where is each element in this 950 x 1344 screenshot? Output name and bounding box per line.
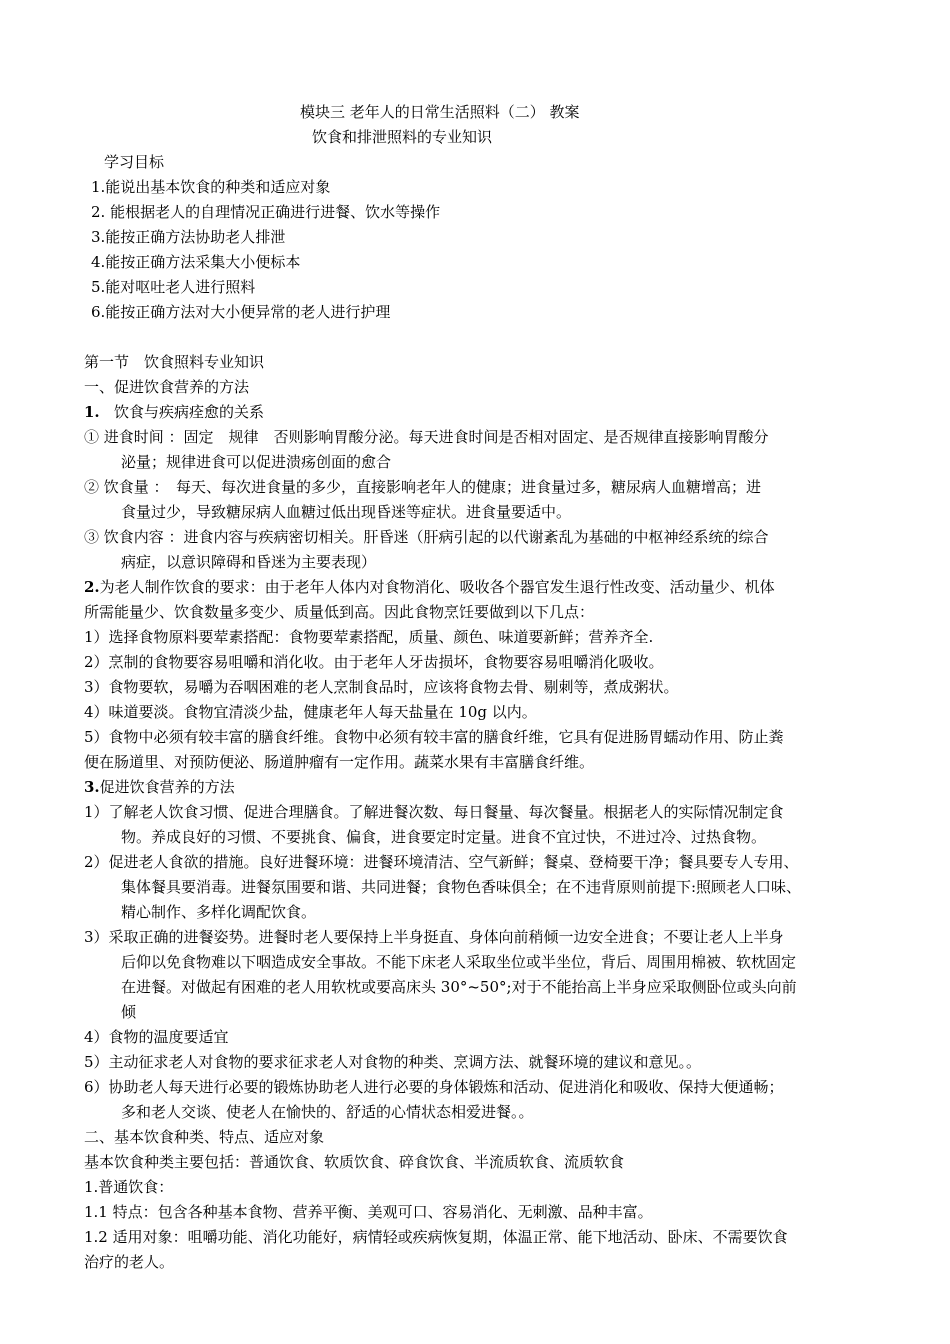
section-heading: 第一节 饮食照料专业知识 [84,353,265,371]
paragraph-line: ② 饮食量 ： 每天、每次进食量的多少，直接影响老年人的健康；进食量过多，糖尿病人血糖增高；进 [84,478,762,496]
subheading-number: 2. [84,578,100,596]
list-item: 2）烹制的食物要容易咀嚼和消化收。由于老年人牙齿损坏，食物要容易咀嚼消化吸收。 [84,653,664,671]
paragraph-line: 便在肠道里、对预防便泌、肠道肿瘤有一定作用。蔬菜水果有丰富膳食纤维。 [84,753,595,771]
subheading-text: 为老人制作饮食的要求：由于老年人体内对食物消化、吸收各个器官发生退行性改变、活动量少、机体 [99,578,775,596]
paragraph-line: 多和老人交谈、使老人在愉快的、舒适的心情状态相爱进餐。。 [121,1103,534,1121]
list-item: 2）促进老人食欲的措施。良好进餐环境：进餐环境清洁、空气新鲜；餐桌、登椅要干净；餐具要专人专用、 [84,853,799,871]
goals-heading: 学习目标 [104,153,165,171]
subheading [84,575,775,599]
list-item: 1）选择食物原料要荤素搭配：食物要荤素搭配，质量、颜色、味道要新鲜；营养齐全. [84,628,654,646]
paragraph-line: 食量过少，导致糖尿病人血糖过低出现昏迷等症状。进食量要适中。 [121,503,572,521]
paragraph-line: 精心制作、多样化调配饮食。 [121,903,317,921]
subheading-text: 饮食与疾病痊愈的关系 [113,403,264,421]
paragraph-line: 后仰以免食物难以下咽造成安全事故。不能下床老人采取坐位或半坐位，背后、周围用棉被、软枕固定 [121,953,797,971]
list-item: 3）食物要软，易嚼为吞咽困难的老人烹制食品时，应该将食物去骨、剔刺等，煮成粥状。 [84,678,679,696]
document-subtitle: 饮食和排泄照料的专业知识 [312,128,493,146]
paragraph-line: 倾 [121,1003,137,1021]
list-item: 1）了解老人饮食习惯、促进合理膳食。了解进餐次数、每日餐量、每次餐量。根据老人的实际情况制定食 [84,803,784,821]
list-item: 3）采取正确的进餐姿势。进餐时老人要保持上半身挺直、身体向前稍倾一边安全进食；不要让老人上半身 [84,928,784,946]
goal-item: 2. 能根据老人的自理情况正确进行进餐、饮水等操作 [91,203,441,221]
paragraph-line: 病症，以意识障碍和昏迷为主要表现） [121,553,377,571]
list-item: 6）协助老人每天进行必要的锻炼协助老人进行必要的身体锻炼和活动、促进消化和吸收、保持大便通畅； [84,1078,784,1096]
list-item: 1.普通饮食： [84,1178,174,1196]
list-item: 1.2 适用对象：咀嚼功能、消化功能好，病情轻或疾病恢复期，体温正常、能下地活动、卧床、不需要饮食 [84,1228,788,1246]
subheading-text: 促进饮食营养的方法 [99,778,235,796]
goal-item: 6.能按正确方法对大小便异常的老人进行护理 [91,303,391,321]
subheading-number: 1. [84,403,100,421]
part-heading: 二、基本饮食种类、特点、适应对象 [84,1128,325,1146]
goal-item: 4.能按正确方法采集大小便标本 [91,253,301,271]
paragraph-line: 物。养成良好的习惯、不要挑食、偏食，进食要定时定量。进食不宜过快，不进过冷、过热食物。 [121,828,767,846]
subheading [84,400,264,424]
document-title: 模块三 老年人的日常生活照料（二） 教案 [300,103,580,121]
goal-item: 1.能说出基本饮食的种类和适应对象 [91,178,331,196]
paragraph-line: 泌量；规律进食可以促进溃疡创面的愈合 [121,453,392,471]
goal-item: 5.能对呕吐老人进行照料 [91,278,256,296]
paragraph-line: 所需能量少、饮食数量多变少、质量低到高。因此食物烹饪要做到以下几点： [84,603,595,621]
list-item: 1.1 特点：包含各种基本食物、营养平衡、美观可口、容易消化、无刺激、品种丰富。 [84,1203,653,1221]
subheading-number: 3. [84,778,100,796]
list-item: 5）食物中必须有较丰富的膳食纤维。食物中必须有较丰富的膳食纤维，它具有促进肠胃蠕动作用、防止粪 [84,728,784,746]
paragraph-line: 在进餐。对做起有困难的老人用软枕或要高床头 30°~50°;对于不能抬高上半身应采取侧卧位或头向前 [121,978,797,996]
subheading [84,775,235,799]
paragraph-line: 治疗的老人。 [84,1253,175,1271]
list-item: 4）味道要淡。食物宜清淡少盐，健康老年人每天盐量在 10g 以内。 [84,703,537,721]
paragraph-line: 集体餐具要消毒。进餐氛围要和谐、共同进餐；食物色香味俱全；在不违背原则前提下:照顾老人口味、 [121,878,802,896]
list-item: 5）主动征求老人对食物的要求征求老人对食物的种类、烹调方法、就餐环境的建议和意见。。 [84,1053,702,1071]
paragraph-line: ③ 饮食内容 ：进食内容与疾病密切相关。肝昏迷（肝病引起的以代谢紊乱为基础的中枢神经系统的综合 [84,528,769,546]
paragraph-line: 基本饮食种类主要包括：普通饮食、软质饮食、碎食饮食、半流质软食、流质软食 [84,1153,625,1171]
list-item: 4）食物的温度要适宜 [84,1028,229,1046]
part-heading: 一、促进饮食营养的方法 [84,378,250,396]
paragraph-line: ① 进食时间 ：固定 规律 否则影响胃酸分泌。每天进食时间是否相对固定、是否规律直接影响胃酸分 [84,428,769,446]
goal-item: 3.能按正确方法协助老人排泄 [91,228,286,246]
